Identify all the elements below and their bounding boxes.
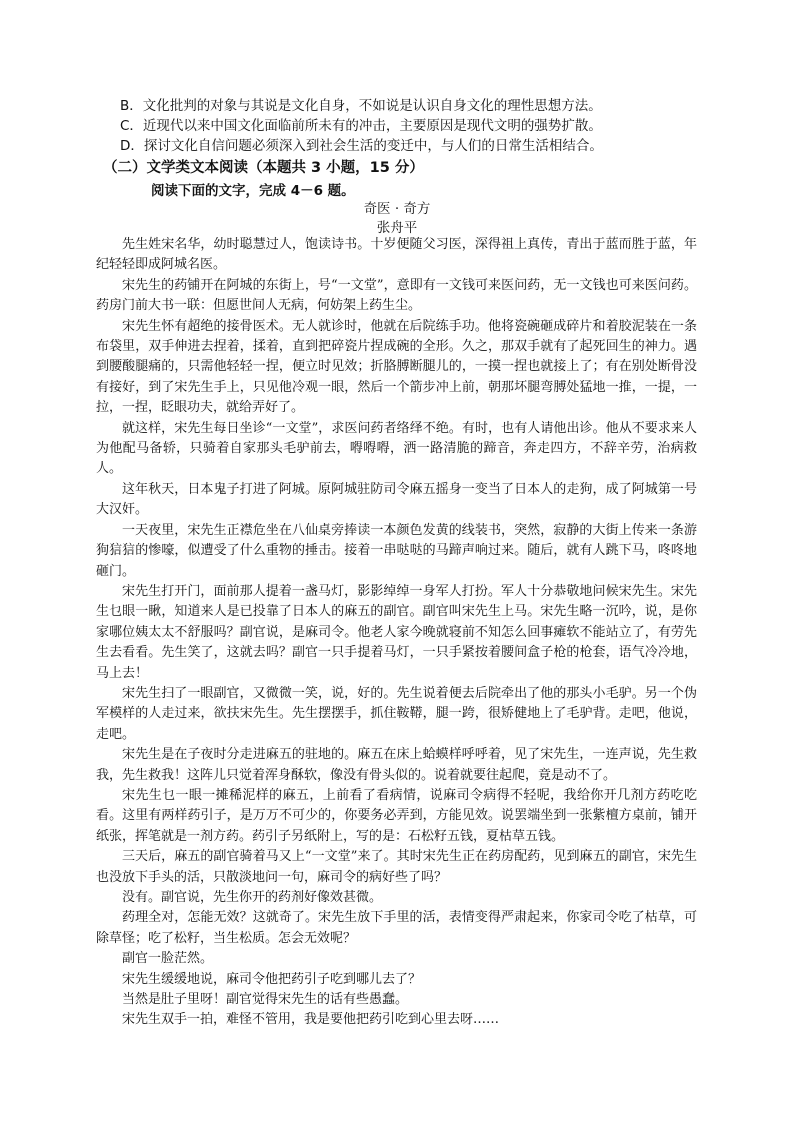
story-paragraph: 当然是肚子里呀！副官觉得宋先生的话有些愚蠢。 xyxy=(122,992,409,1008)
option-b: B．文化批判的对象与其说是文化自身，不如说是认识自身文化的理性思想方法。 xyxy=(120,98,602,114)
story-paragraph: 先生姓宋名华，幼时聪慧过人，饱读诗书。十岁便随父习医，深得祖上真传，青出于蓝而胜于蓝，年纪轻轻即成阿城名医。 xyxy=(96,237,697,273)
story-paragraph: 就这样，宋先生每日坐诊“一文堂”，求医问药者络绎不绝。有时，也有人请他出诊。他从不要求来人为他配马备轿，只骑着自家那头毛驴前去，嘚嘚嘚，洒一路清脆的蹄音，奔走四方，不辞辛劳，治病救人。 xyxy=(96,420,697,477)
story-paragraph: 宋先生缓缓地说，麻司令他把药引子吃到哪儿去了？ xyxy=(122,971,422,987)
story-title: 奇医 · 奇方 xyxy=(363,201,431,217)
story-paragraph: 宋先生扫了一眼副官，又微微一笑，说，好的。先生说着便去后院牵出了他的那头小毛驴。另一个伪军模样的人走过来，欲扶宋先生。先生摆摆手，抓住鞍鞯，腿一跨，很矫健地上了毛驴背。走吧，他说，走吧。 xyxy=(96,685,697,742)
story-paragraph: 宋先生是在子夜时分走进麻五的驻地的。麻五在床上蛤蟆样呼呼着，见了宋先生，一连声说，先生救我，先生救我！这阵儿只觉着浑身酥软，像没有骨头似的。说着就要往起爬，竟是动不了。 xyxy=(96,747,697,783)
story-paragraph: 宋先生乜一眼一摊稀泥样的麻五，上前看了看病情，说麻司令病得不轻呢，我给你开几剂方药吃吃看。这里有两样药引子，是万万不可少的，你要务必弄到，方能见效。说罢端坐到一张紫檀方桌前，铺开纸张，挥笔就是一剂方药。药引子另纸附上，写的是：石松籽五钱，夏枯草五钱。 xyxy=(96,787,697,844)
story-body xyxy=(96,235,697,1031)
story-paragraph: 宋先生打开门，面前那人提着一盏马灯，影影绰绰一身军人打扮。军人十分恭敬地问候宋先生。宋先生乜眼一瞅，知道来人是已投靠了日本人的麻五的副官。副官叫宋先生上马。宋先生略一沉吟，说，是你家哪位姨太太不舒服吗？副官说，是麻司令。他老人家今晚就寝前不知怎么回事瘫软不能站立了，有劳先生去看看。先生笑了，这就去吗？副官一只手提着马灯，一只手紧按着腰间盒子枪的枪套，语气冷冷地，马上去！ xyxy=(96,583,697,681)
story-paragraph: 副官一脸茫然。 xyxy=(122,951,214,967)
option-d: D．探讨文化自信问题必须深入到社会生活的变迁中，与人们的日常生活相结合。 xyxy=(120,138,603,154)
story-paragraph: 三天后，麻五的副官骑着马又上“一文堂”来了。其时宋先生正在药房配药，见到麻五的副官，宋先生也没放下手头的活，只散淡地问一句，麻司令的病好些了吗？ xyxy=(96,849,697,885)
story-paragraph: 一天夜里，宋先生正襟危坐在八仙桌旁捧读一本颜色发黄的线装书，突然，寂静的大街上传来一条游狗狺狺的惨嚎，似遭受了什么重物的捶击。接着一串哒哒的马蹄声响过来。随后，就有人跳下马，咚咚地砸门。 xyxy=(96,522,697,579)
reading-instruction: 阅读下面的文字，完成 4－6 题。 xyxy=(151,183,355,199)
story-paragraph: 宋先生双手一拍，难怪不管用，我是要他把药引吃到心里去呀…… xyxy=(122,1012,500,1028)
option-c: C．近现代以来中国文化面临前所未有的冲击，主要原因是现代文明的强势扩散。 xyxy=(120,118,602,134)
story-paragraph: 这年秋天，日本鬼子打进了阿城。原阿城驻防司令麻五摇身一变当了日本人的走狗，成了阿城第一号大汉奸。 xyxy=(96,481,697,518)
story-paragraph: 宋先生的药铺开在阿城的东街上，号“一文堂”，意即有一文钱可来医问药，无一文钱也可来医问药。药房门前大书一联：但愿世间人无病，何妨架上药生尘。 xyxy=(96,277,697,314)
section-heading: （二）文学类文本阅读（本题共 3 小题，15 分） xyxy=(103,160,424,176)
story-author: 张舟平 xyxy=(376,220,418,236)
story-paragraph: 药理全对，怎能无效？这就奇了。宋先生放下手里的活，表情变得严肃起来，你家司令吃了枯草，可除草怪；吃了松籽，当生松质。怎会无效呢？ xyxy=(96,910,697,946)
story-paragraph: 宋先生怀有超绝的接骨医术。无人就诊时，他就在后院练手功。他将瓷碗砸成碎片和着胶泥装在一条布袋里，双手伸进去捏着，揉着，直到把碎瓷片捏成碗的全形。久之，那双手就有了起死回生的神力。遇到腰酸腿痛的，只需他轻轻一捏，便立时见效；折胳膊断腿儿的，一摸一捏也就接上了；有在别处断骨没有接好，到了宋先生手上，只见他冷观一眼，然后一个箭步冲上前，朝那坏腿弯膊处猛地一推，一提，一拉，一捏，眨眼功夫，就给弄好了。 xyxy=(96,318,697,416)
story-paragraph: 没有。副官说，先生你开的药剂好像效甚微。 xyxy=(122,890,383,905)
